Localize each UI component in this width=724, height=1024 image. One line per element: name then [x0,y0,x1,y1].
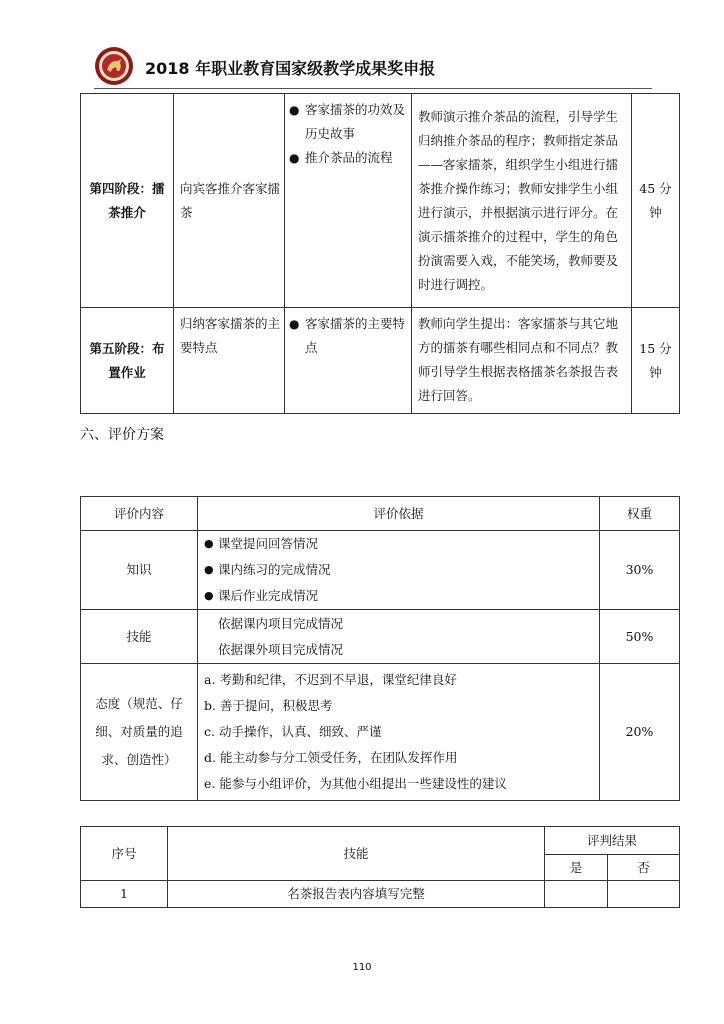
bullet-icon: ● [204,589,214,602]
list-item: ● 课内练习的完成情况 [204,557,593,583]
basis-cell [198,610,600,664]
table-row [81,531,680,610]
bullet-icon: ● [204,563,214,576]
table-header-row [81,497,680,531]
list-item: 依据课外项目完成情况 [218,641,344,657]
content-cell: 态度（规范、仔细、对质量的追求、创造性） [81,664,198,801]
no-cell: 1 [81,881,168,908]
column-header: 否 [608,855,680,881]
skill-cell: 名茶报告表内容填写完整 [168,881,545,908]
yes-cell [545,881,608,908]
points-cell [285,308,412,414]
list-item: ● 客家擂茶的功效及历史故事 [289,98,407,146]
table-row [81,881,680,908]
header-divider [94,88,652,89]
list-item: ● 课堂提问回答情况 [204,531,593,557]
column-header: 序号 [81,827,168,881]
goal-cell: 归纳客家擂茶的主要特点 [174,308,285,414]
weight-cell: 50% [600,610,680,664]
column-header: 评价内容 [81,497,198,531]
column-header: 评价依据 [198,497,600,531]
bullet-icon: ● [289,317,300,331]
bullet-icon: ● [289,103,300,117]
bullet-icon: ● [289,151,300,165]
basis-cell [198,531,600,610]
page-header [94,46,654,90]
table-row [81,308,680,414]
points-cell [285,94,412,308]
time-cell: 15 分钟 [632,308,680,414]
header-title: 2018 年职业教育国家级教学成果奖申报 [145,59,436,78]
column-header: 技能 [168,827,545,881]
page-number: 110 [352,962,372,973]
column-header: 是 [545,855,608,881]
stage-cell: 第五阶段：布置作业 [81,308,174,414]
list-item: b. 善于提问，积极思考 [204,698,333,713]
stage-table [80,93,680,414]
weight-cell: 20% [600,664,680,801]
no-result-cell [608,881,680,908]
content-cell: 知识 [81,531,198,610]
column-header: 评判结果 [545,827,680,855]
list-item: a. 考勤和纪律，不迟到不早退，课堂纪律良好 [204,672,457,687]
table-header-row [81,827,680,855]
list-item: ● 课后作业完成情况 [204,583,593,609]
school-logo [94,46,134,86]
column-header: 权重 [600,497,680,531]
list-item: 依据课内项目完成情况 [218,615,344,631]
table-row [81,664,680,801]
list-item: c. 动手操作，认真、细致、严谨 [204,724,382,739]
list-item: e. 能参与小组评价，为其他小组提出一些建设性的建议 [204,776,507,791]
activity-cell: 教师演示推介茶品的流程，引导学生归纳推介茶品的程序；教师指定茶品——客家擂茶，组织学生小组进行擂茶推介操作练习；教师安排学生小组进行演示，并根据演示进行评分。在演示擂茶推介的过程中，学生的角色扮演需要入戏，不能笑场，教师要及时进行调控。 [412,94,632,308]
bullet-icon: ● [204,537,214,550]
skill-table [80,826,680,908]
weight-cell: 30% [600,531,680,610]
table-row [81,94,680,308]
basis-cell [198,664,600,801]
list-item: ● 客家擂茶的主要特点 [289,312,407,360]
evaluation-table [80,496,680,801]
time-cell: 45 分钟 [632,94,680,308]
content-cell: 技能 [81,610,198,664]
goal-cell: 向宾客推介客家擂茶 [174,94,285,308]
section-title: 六、评价方案 [80,427,164,443]
list-item: ● 推介茶品的流程 [289,146,407,170]
stage-cell: 第四阶段：擂茶推介 [81,94,174,308]
activity-cell: 教师向学生提出：客家擂茶与其它地方的擂茶有哪些相同点和不同点？教师引导学生根据表格擂茶名茶报告表进行回答。 [412,308,632,414]
list-item: d. 能主动参与分工领受任务，在团队发挥作用 [204,750,458,765]
table-row [81,610,680,664]
